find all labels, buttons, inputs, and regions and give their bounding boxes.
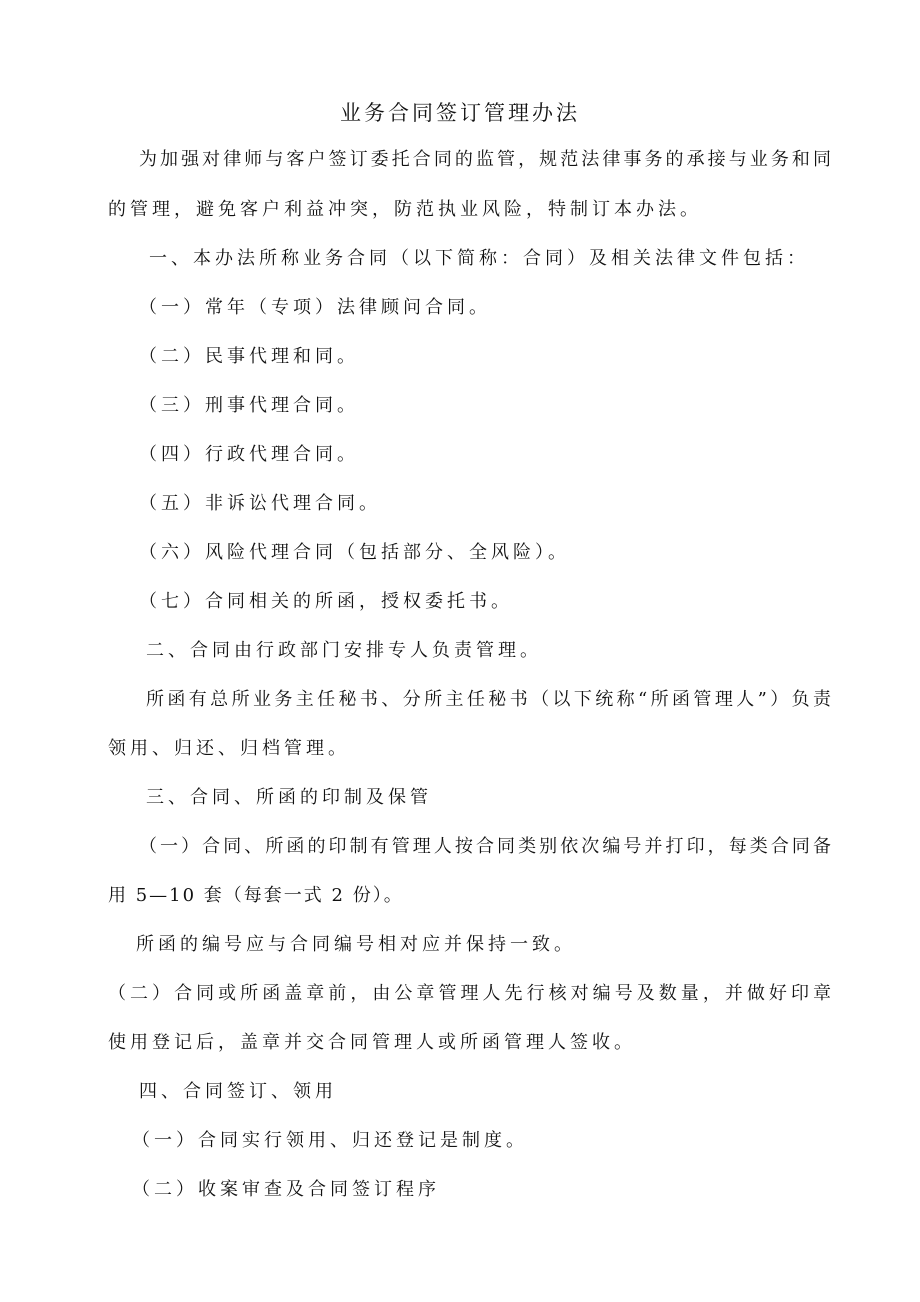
list-item: （七）合同相关的所函，授权委托书。 (139, 591, 513, 612)
list-item: （六）风险代理合同（包括部分、全风险）。 (139, 542, 570, 563)
list-item: （一）合同实行领用、归还登记是制度。 (132, 1130, 528, 1151)
paragraph-line: 领用、归还、归档管理。 (108, 738, 350, 759)
paragraph-line: 的管理，避免客户利益冲突，防范执业风险，特制订本办法。 (108, 199, 702, 220)
section-heading: 一、本办法所称业务合同（以下简称：合同）及相关法律文件包括： (149, 248, 809, 269)
paragraph-line: （二）合同或所函盖章前，由公章管理人先行核对编号及数量，并做好印章 (108, 983, 831, 1004)
list-item: （四）行政代理合同。 (139, 444, 359, 465)
paragraph-line: （一）合同、所函的印制有管理人按合同类别依次编号并打印，每类合同备 (139, 836, 831, 857)
section-heading: 二、合同由行政部门安排专人负责管理。 (146, 640, 542, 661)
list-item: （二）收案审查及合同签订程序 (132, 1179, 440, 1200)
paragraph-line: 用 5—10 套（每套一式 2 份）。 (108, 885, 404, 906)
paragraph-line: 为加强对律师与客户签订委托合同的监管，规范法律事务的承接与业务和同 (139, 149, 831, 170)
section-heading: 四、合同签订、领用 (139, 1081, 337, 1102)
paragraph-line: 所函的编号应与合同编号相对应并保持一致。 (136, 934, 576, 955)
paragraph-line: 所函有总所业务主任秘书、分所主任秘书（以下统称“所函管理人”）负责 (146, 689, 831, 710)
list-item: （三）刑事代理合同。 (139, 395, 359, 416)
list-item: （五）非诉讼代理合同。 (139, 493, 381, 514)
list-item: （二）民事代理和同。 (139, 346, 359, 367)
section-heading: 三、合同、所函的印制及保管 (146, 787, 432, 808)
document-title: 业务合同签订管理办法 (340, 101, 580, 125)
paragraph-line: 使用登记后，盖章并交合同管理人或所函管理人签收。 (108, 1032, 636, 1053)
list-item: （一）常年（专项）法律顾问合同。 (139, 297, 491, 318)
